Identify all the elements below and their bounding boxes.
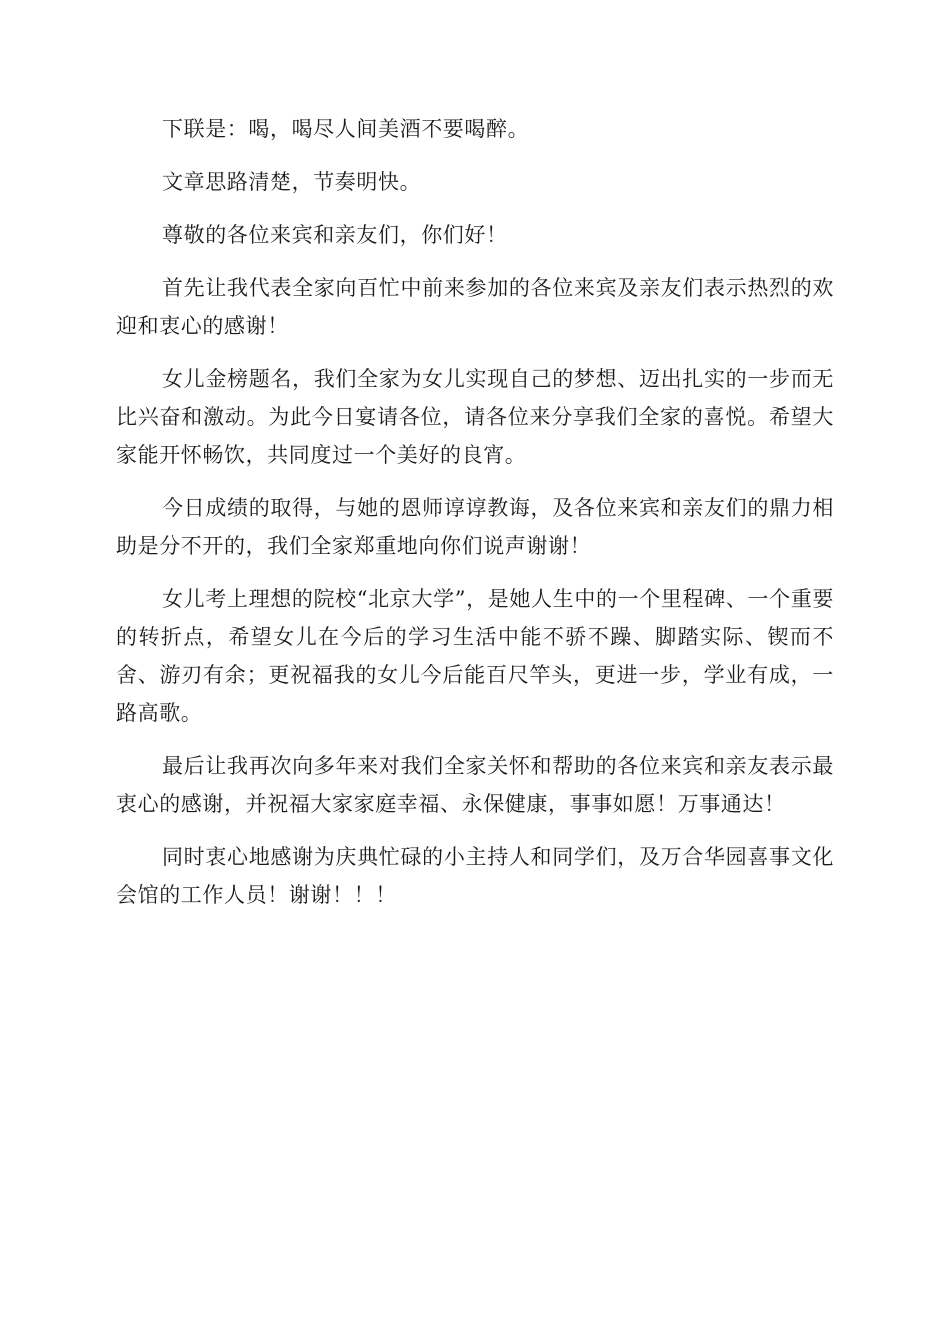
paragraph-celebration: 女儿金榜题名，我们全家为女儿实现自己的梦想、迈出扎实的一步而无比兴奋和激动。为此今日宴请各位，请各位来分享我们全家的喜悦。希望大家能开怀畅饮，共同度过一个美好的良宵。	[116, 367, 834, 467]
paragraph-greeting: 尊敬的各位来宾和亲友们，你们好！	[162, 223, 508, 247]
paragraph-comment: 文章思路清楚，节奏明快。	[162, 170, 422, 194]
paragraph-welcome: 首先让我代表全家向百忙中前来参加的各位来宾及亲友们表示热烈的欢迎和衷心的感谢！	[116, 276, 834, 338]
paragraph-gratitude-teachers: 今日成绩的取得，与她的恩师谆谆教诲，及各位来宾和亲友们的鼎力相助是分不开的，我们全家郑重地向你们说声谢谢！	[116, 496, 834, 558]
document-body	[116, 110, 834, 929]
paragraph-couplet: 下联是：喝，喝尽人间美酒不要喝醉。	[162, 117, 530, 141]
paragraph-wishes-daughter: 女儿考上理想的院校“北京大学”，是她人生中的一个里程碑、一个重要的转折点，希望女儿在今后的学习生活中能不骄不躁、脚踏实际、锲而不舍、游刃有余；更祝福我的女儿今后能百尺竿头，更进一步，学业有成，一路高歌。	[116, 587, 834, 725]
paragraph-staff-thanks: 同时衷心地感谢为庆典忙碌的小主持人和同学们，及万合华园喜事文化会馆的工作人员！谢谢！！！	[116, 845, 834, 907]
paragraph-final-thanks: 最后让我再次向多年来对我们全家关怀和帮助的各位来宾和亲友表示最衷心的感谢，并祝福大家家庭幸福、永保健康，事事如愿！万事通达！	[116, 754, 834, 816]
